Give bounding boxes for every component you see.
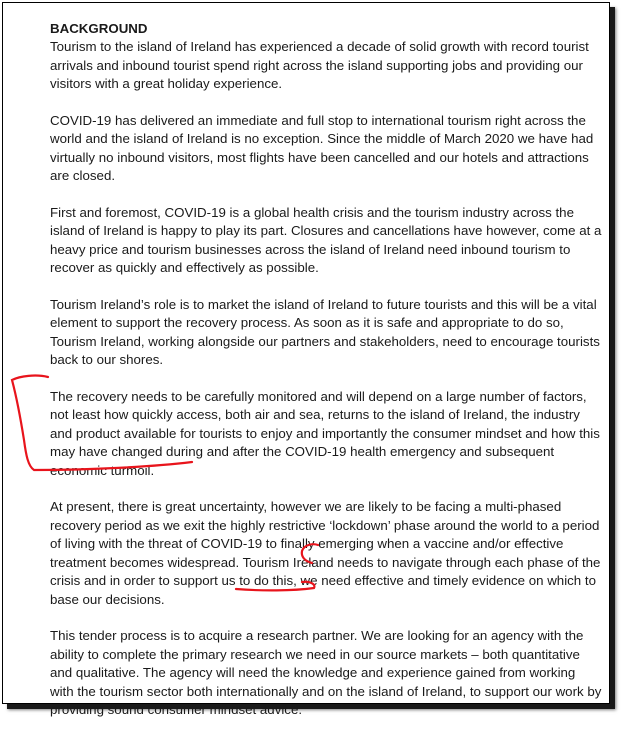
document-body bbox=[50, 20, 602, 738]
paragraph-2: COVID-19 has delivered an immediate and full stop to international tourism right across the world and the island of Ireland is no exception. Since the middle of March 2020 we have had virtually no inbound visitors, most flights have been cancelled and our hotels and attractions are closed. bbox=[50, 113, 594, 184]
paragraph-7: This tender process is to acquire a research partner. We are looking for an agency with the ability to complete the primary research we need in our source markets – both quantitative and qualitative. The agency will need the knowledge and experience gained from working with the tourism sector both internationally and on the island of Ireland, to support our work by providing sound consumer mindset advice. bbox=[50, 628, 602, 717]
section-heading: BACKGROUND bbox=[50, 21, 148, 36]
paragraph-6: At present, there is great uncertainty, however we are likely to be facing a multi-phased recovery period as we exit the highly restrictive ‘lockdown’ phase around the world to a period of living with the threat of COVID-19 to finally emerging when a vaccine and/or effective treatment becomes widespread. Tourism Ireland needs to navigate through each phase of the crisis and in order to support us to do this, we need effective and timely evidence on which to base our decisions. bbox=[50, 499, 601, 607]
paragraph-5: The recovery needs to be carefully monitored and will depend on a large number of factors, not least how quickly access, both air and sea, returns to the island of Ireland, the industry and product available for tourists to enjoy and importantly the consumer mindset and how this may have changed during and after the COVID-19 health emergency and subsequent economic turmoil. bbox=[50, 389, 600, 478]
paragraph-3: First and foremost, COVID-19 is a global health crisis and the tourism industry across the island of Ireland is happy to play its part. Closures and cancellations have however, come at a heavy price and tourism businesses across the island of Ireland need inbound tourism to recover as quickly and effectively as possible. bbox=[50, 205, 602, 276]
paragraph-1: Tourism to the island of Ireland has experienced a decade of solid growth with record tourist arrivals and inbound tourist spend right across the island supporting jobs and providing our visitors with a great holiday experience. bbox=[50, 39, 589, 92]
paragraph-4: Tourism Ireland’s role is to market the island of Ireland to future tourists and this will be a vital element to support the recovery process. As soon as it is safe and appropriate to do so, Tourism Ireland, working alongside our partners and stakeholders, need to encourage tourists back to our shores. bbox=[50, 297, 600, 368]
